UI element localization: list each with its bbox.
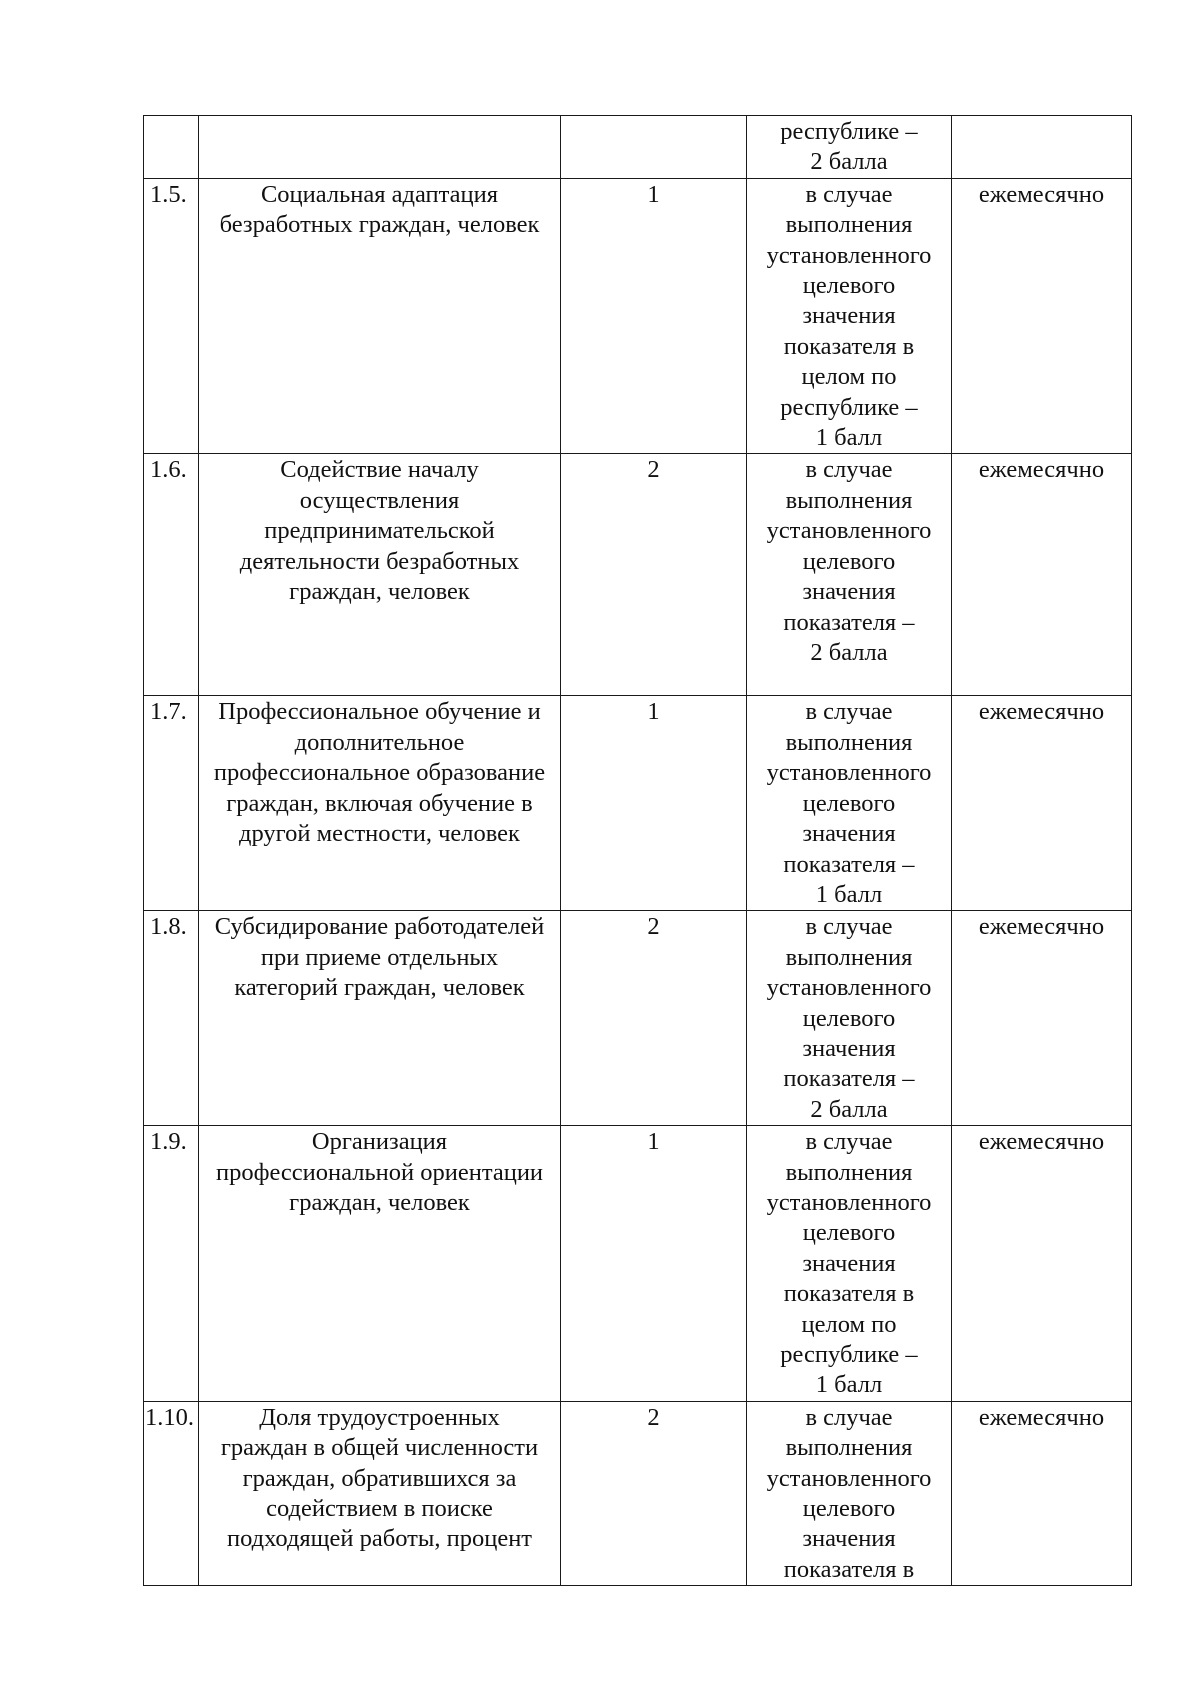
- cell-line: установленного: [766, 1464, 932, 1492]
- indicators-table: [143, 115, 1132, 1586]
- cell-line: осуществления: [299, 486, 460, 514]
- scoring-condition: [747, 178, 952, 454]
- cell-line: в случае: [805, 180, 893, 208]
- cell-line: целевого: [802, 789, 896, 817]
- points-value: 1: [561, 178, 747, 454]
- table-row: [144, 116, 1132, 179]
- reporting-period: ежемесячно: [952, 1126, 1132, 1402]
- points-value: 2: [561, 911, 747, 1126]
- row-number: [144, 116, 199, 179]
- cell-line: другой местности, человек: [239, 820, 520, 848]
- cell-line: выполнения: [785, 1434, 913, 1462]
- cell-line: республике –: [780, 118, 918, 145]
- indicator-name: [199, 116, 561, 179]
- cell-line: целевого: [802, 1219, 896, 1247]
- table-row: [144, 178, 1132, 454]
- indicators-table-body: [144, 116, 1132, 1586]
- cell-line: подходящей работы, процент: [226, 1525, 533, 1553]
- cell-line: 1 балл: [815, 880, 883, 908]
- cell-line: граждан, человек: [289, 1188, 470, 1216]
- reporting-period: ежемесячно: [952, 696, 1132, 911]
- cell-line: Содействие началу: [280, 456, 479, 484]
- cell-line: граждан, включая обучение в: [226, 789, 533, 817]
- cell-line: выполнения: [785, 486, 913, 514]
- reporting-period: ежемесячно: [952, 178, 1132, 454]
- cell-line: категорий граждан, человек: [234, 974, 525, 1002]
- cell-line: деятельности безработных: [239, 547, 520, 575]
- points-value: [561, 116, 747, 179]
- cell-line: значения: [802, 302, 896, 330]
- row-number: 1.6.: [144, 454, 199, 696]
- reporting-period: ежемесячно: [952, 911, 1132, 1126]
- reporting-period: ежемесячно: [952, 1401, 1132, 1585]
- scoring-condition: [747, 116, 952, 179]
- cell-line: 2 балла: [810, 1095, 888, 1123]
- cell-line: показателя в: [783, 1555, 915, 1583]
- cell-line: целевого: [802, 1004, 896, 1032]
- points-value: 1: [561, 696, 747, 911]
- table-row: [144, 696, 1132, 911]
- cell-line: при приеме отдельных: [260, 943, 499, 971]
- scoring-condition: [747, 1401, 952, 1585]
- row-number: 1.5.: [144, 178, 199, 454]
- indicator-name: [199, 1126, 561, 1402]
- cell-line: в случае: [805, 456, 893, 484]
- cell-line: граждан в общей численности: [220, 1434, 539, 1462]
- cell-line: значения: [802, 578, 896, 606]
- cell-line: показателя –: [783, 608, 915, 636]
- row-number: 1.9.: [144, 1126, 199, 1402]
- cell-line: целевого: [802, 547, 896, 575]
- table-row: [144, 1401, 1132, 1585]
- cell-line: показателя в: [783, 1280, 915, 1308]
- cell-line: показателя –: [783, 1065, 915, 1093]
- cell-line: в случае: [805, 1128, 893, 1156]
- points-value: 1: [561, 1126, 747, 1402]
- cell-line: в случае: [805, 1403, 893, 1431]
- cell-line: Организация: [311, 1128, 448, 1156]
- cell-line: значения: [802, 820, 896, 848]
- cell-line: предпринимательской: [264, 517, 495, 545]
- cell-line: Доля трудоустроенных: [259, 1403, 500, 1431]
- cell-line: выполнения: [785, 728, 913, 756]
- points-value: 2: [561, 1401, 747, 1585]
- cell-line: граждан, человек: [289, 578, 470, 606]
- reporting-period: [952, 116, 1132, 179]
- indicator-name: [199, 454, 561, 696]
- row-number: 1.10.: [144, 1401, 199, 1585]
- cell-line: безработных граждан, человек: [219, 211, 540, 239]
- table-row: [144, 911, 1132, 1126]
- cell-line: профессиональное образование: [213, 759, 546, 787]
- cell-line: целевого: [802, 1495, 896, 1523]
- scoring-condition: [747, 454, 952, 696]
- cell-line: в случае: [805, 913, 893, 941]
- cell-line: установленного: [766, 759, 932, 787]
- cell-line: выполнения: [785, 1158, 913, 1186]
- indicator-name: [199, 1401, 561, 1585]
- cell-line: профессиональной ориентации: [215, 1158, 544, 1186]
- cell-line: Субсидирование работодателей: [214, 913, 545, 941]
- cell-line: Профессиональное обучение и: [218, 698, 541, 726]
- cell-line: значения: [802, 1034, 896, 1062]
- indicator-name: [199, 178, 561, 454]
- cell-line: содействием в поиске: [266, 1495, 493, 1523]
- cell-line: 2 балла: [810, 638, 888, 666]
- cell-line: значения: [802, 1525, 896, 1553]
- reporting-period: ежемесячно: [952, 454, 1132, 696]
- cell-line: выполнения: [785, 943, 913, 971]
- cell-line: 1 балл: [815, 424, 883, 452]
- cell-line: выполнения: [785, 211, 913, 239]
- cell-line: значения: [802, 1249, 896, 1277]
- cell-line: установленного: [766, 517, 932, 545]
- row-number: 1.7.: [144, 696, 199, 911]
- cell-line: 2 балла: [810, 148, 888, 176]
- cell-line: целом по: [801, 1310, 897, 1338]
- indicator-name: [199, 696, 561, 911]
- cell-line: республике –: [780, 1341, 918, 1368]
- cell-line: 1 балл: [815, 1371, 883, 1399]
- cell-line: установленного: [766, 241, 932, 269]
- cell-line: показателя –: [783, 850, 915, 878]
- cell-line: установленного: [766, 974, 932, 1002]
- row-number: 1.8.: [144, 911, 199, 1126]
- cell-line: целом по: [801, 363, 897, 391]
- cell-line: показателя в: [783, 332, 915, 360]
- scoring-condition: [747, 1126, 952, 1402]
- scoring-condition: [747, 911, 952, 1126]
- cell-line: республике –: [780, 393, 918, 421]
- cell-line: дополнительное: [294, 728, 465, 756]
- cell-line: в случае: [805, 698, 893, 726]
- indicator-name: [199, 911, 561, 1126]
- table-row: [144, 454, 1132, 696]
- points-value: 2: [561, 454, 747, 696]
- cell-line: Социальная адаптация: [260, 180, 499, 208]
- cell-line: установленного: [766, 1188, 932, 1216]
- cell-line: целевого: [802, 272, 896, 300]
- table-row: [144, 1126, 1132, 1402]
- cell-line: граждан, обратившихся за: [242, 1464, 517, 1492]
- scoring-condition: [747, 696, 952, 911]
